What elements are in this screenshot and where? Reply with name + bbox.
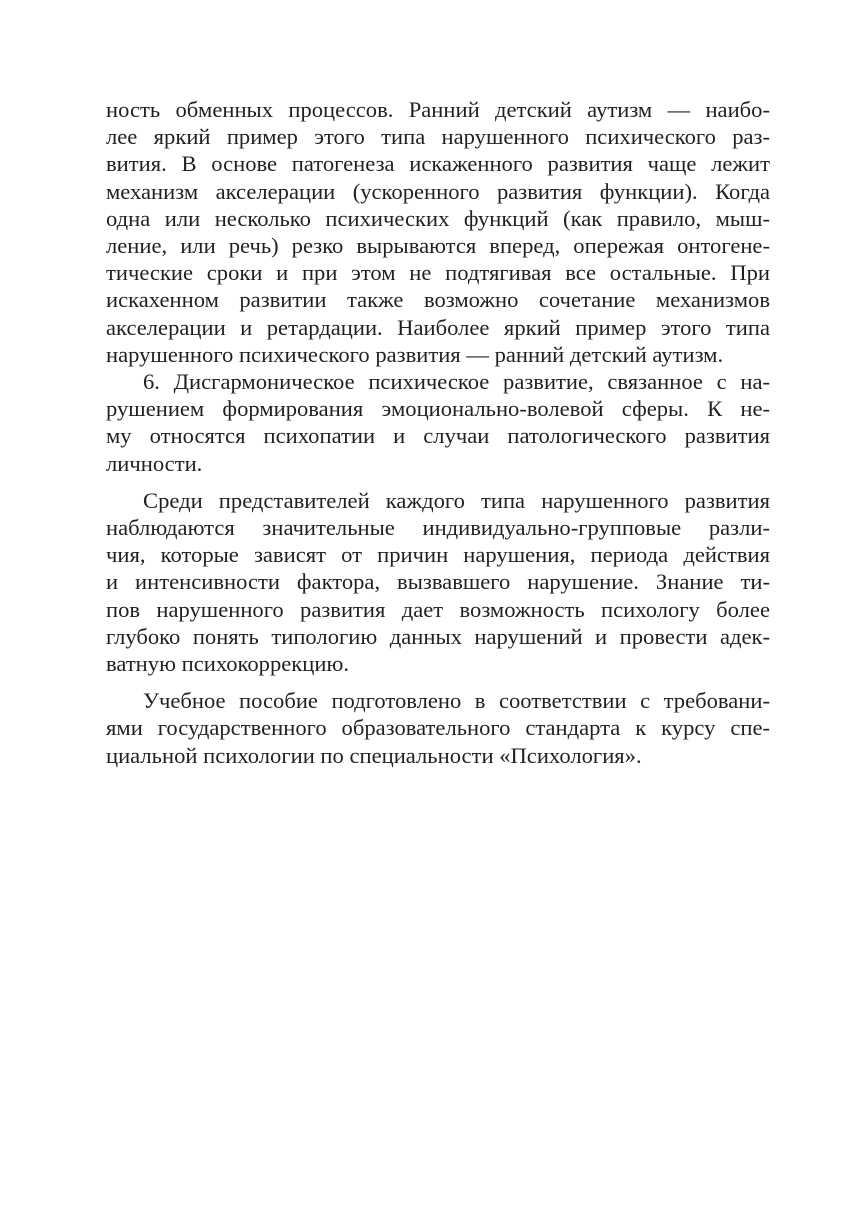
text-line: механизм акселерации (ускоренного развития функции). Когда [106, 178, 770, 204]
text-line: рушением формирования эмоционально-волевой сферы. К не- [106, 396, 770, 422]
text-line: глубоко понять типологию данных нарушений и провести адек- [106, 623, 770, 649]
text-line: чия, которые зависят от причин нарушения, периода действия [106, 542, 770, 568]
paragraph [106, 687, 770, 769]
text-line: пов нарушенного развития дает возможность психологу более [106, 596, 770, 622]
paragraph [106, 487, 770, 677]
text-line: искахенном развитии также возможно сочетание механизмов [106, 287, 770, 313]
text-line: Учебное пособие подготовлено в соответствии с требовани- [143, 688, 770, 714]
text-line: Среди представителей каждого типа нарушенного развития [143, 487, 770, 513]
text-line: вития. В основе патогенеза искаженного развития чаще лежит [106, 151, 770, 177]
paragraph [106, 368, 770, 477]
paragraph [106, 96, 770, 368]
text-line: тические сроки и при этом не подтягивая все остальные. При [106, 260, 770, 286]
page-body [106, 96, 770, 769]
text-line: одна или несколько психических функций (как правило, мыш- [106, 205, 770, 231]
text-line: ность обменных процессов. Ранний детский аутизм — наибо- [106, 97, 770, 122]
text-line: ватную психокоррекцию. [106, 651, 349, 677]
text-line: ями государственного образовательного стандарта к курсу спе- [106, 715, 770, 741]
text-line: циальной психологии по специальности «Психология». [106, 742, 642, 768]
text-line: ление, или речь) резко вырываются вперед, опережая онтогене- [106, 233, 770, 259]
text-line: му относятся психопатии и случаи патологического развития [106, 423, 770, 449]
text-line: лее яркий пример этого типа нарушенного психического раз- [106, 124, 770, 150]
text-line: и интенсивности фактора, вызвавшего нарушение. Знание ти- [106, 569, 770, 595]
text-line: нарушенного психического развития — ранний детский аутизм. [106, 341, 724, 367]
text-line: наблюдаются значительные индивидуально-групповые разли- [106, 515, 770, 541]
text-line: акселерации и ретардации. Наиболее яркий пример этого типа [106, 314, 770, 340]
text-line: личности. [106, 450, 203, 476]
text-line: 6. Дисгармоническое психическое развитие, связанное с на- [143, 369, 770, 395]
